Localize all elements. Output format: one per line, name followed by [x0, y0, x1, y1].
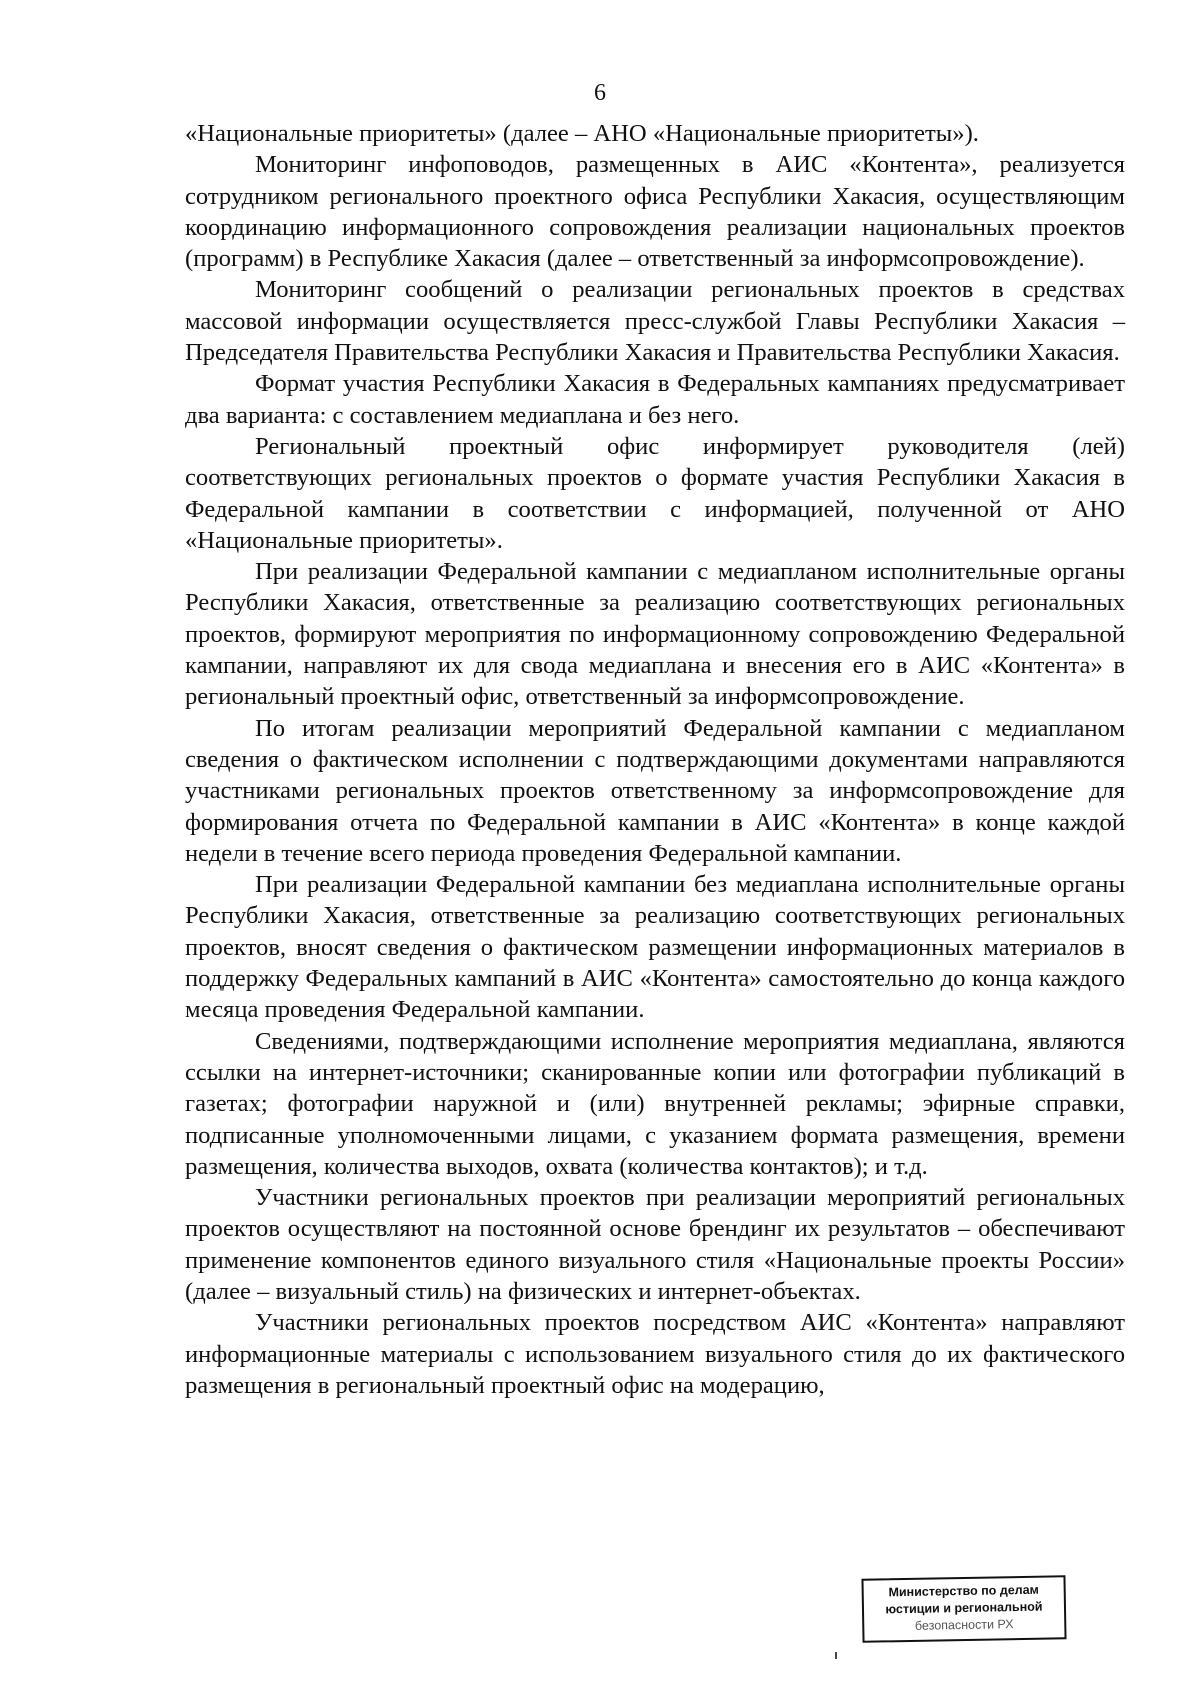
stamp-line-2: юстиции и региональной — [885, 1599, 1043, 1617]
paragraph-monitoring-media: Мониторинг сообщений о реализации региональных проектов в средствах массовой информации осуществляется пресс-службой Главы Республики Хакасия – Председателя Правительства Республики Хакасия и Правительства Республики Хакасия. — [185, 276, 1125, 367]
scan-mark — [835, 1652, 837, 1659]
paragraph-confirming-documents: Сведениями, подтверждающими исполнение мероприятия медиаплана, являются ссылки на интернет-источники; сканированные копии или фотографии публикаций в газетах; фотографии наружной и (или) внутренней рекламы; эфирные справки, подписанные уполномоченными лицами, с указанием формата размещения, времени размещения, количества выходов, охвата (количества контактов); и т.д. — [185, 1027, 1125, 1180]
stamp-line-3: безопасности РХ — [914, 1617, 1014, 1633]
paragraph-branding: Участники региональных проектов при реализации мероприятий региональных проектов осуществляют на постоянной основе брендинг их результатов – обеспечивают применение компонентов единого визуального стиля «Национальные проекты России» (далее – визуальный стиль) на физических и интернет-объектах. — [185, 1184, 1125, 1305]
registration-stamp — [861, 1575, 1066, 1643]
document-body — [185, 118, 1125, 1401]
page-number: 6 — [594, 80, 606, 106]
paragraph-project-office-informs: Региональный проектный офис информирует руководителя (лей) соответствующих региональных проектов о формате участия Республики Хакасия в Федеральной кампании в соответствии с информацией, полученной от АНО «Национальные приоритеты». — [185, 432, 1125, 554]
stamp-line-1: Министерство по делам — [888, 1582, 1039, 1600]
paragraph-format-participation: Формат участия Республики Хакасия в Федеральных кампаниях предусматривает два варианта: с составлением медиаплана и без него. — [185, 370, 1125, 429]
paragraph-with-mediaplan: При реализации Федеральной кампании с медиапланом исполнительные органы Республики Хакасия, ответственные за реализацию соответствующих региональных проектов, формируют мероприятия по информационному сопровождению Федеральной кампании, направляют их для свода медиаплана и внесения его в АИС «Контента» в региональный проектный офис, ответственный за информсопровождение. — [185, 558, 1125, 711]
paragraph-monitoring-infopovody: Мониторинг инфоповодов, размещенных в АИС «Контента», реализуется сотрудником регионального проектного офиса Республики Хакасия, осуществляющим координацию информационного сопровождения реализации национальных проектов (программ) в Республике Хакасия (далее – ответственный за информсопровождение). — [185, 151, 1125, 273]
paragraph-moderation: Участники региональных проектов посредством АИС «Контента» направляют информационные материалы с использованием визуального стиля до их фактического размещения в региональный проектный офис на модерацию, — [185, 1309, 1125, 1399]
paragraph-results-reporting: По итогам реализации мероприятий Федеральной кампании с медиапланом сведения о фактическом исполнении с подтверждающими документами направляются участниками региональных проектов ответственному за информсопровождение для формирования отчета по Федеральной кампании в АИС «Контента» в конце каждой недели в течение всего периода проведения Федеральной кампании. — [185, 714, 1125, 867]
paragraph-continuation: «Национальные приоритеты» (далее – АНО «Национальные приоритеты»). — [185, 120, 979, 147]
paragraph-without-mediaplan: При реализации Федеральной кампании без медиаплана исполнительные органы Республики Хакасия, ответственные за реализацию соответствующих региональных проектов, вносят сведения о фактическом размещении информационных материалов в поддержку Федеральных кампаний в АИС «Контента» самостоятельно до конца каждого месяца проведения Федеральной кампании. — [185, 871, 1125, 1024]
